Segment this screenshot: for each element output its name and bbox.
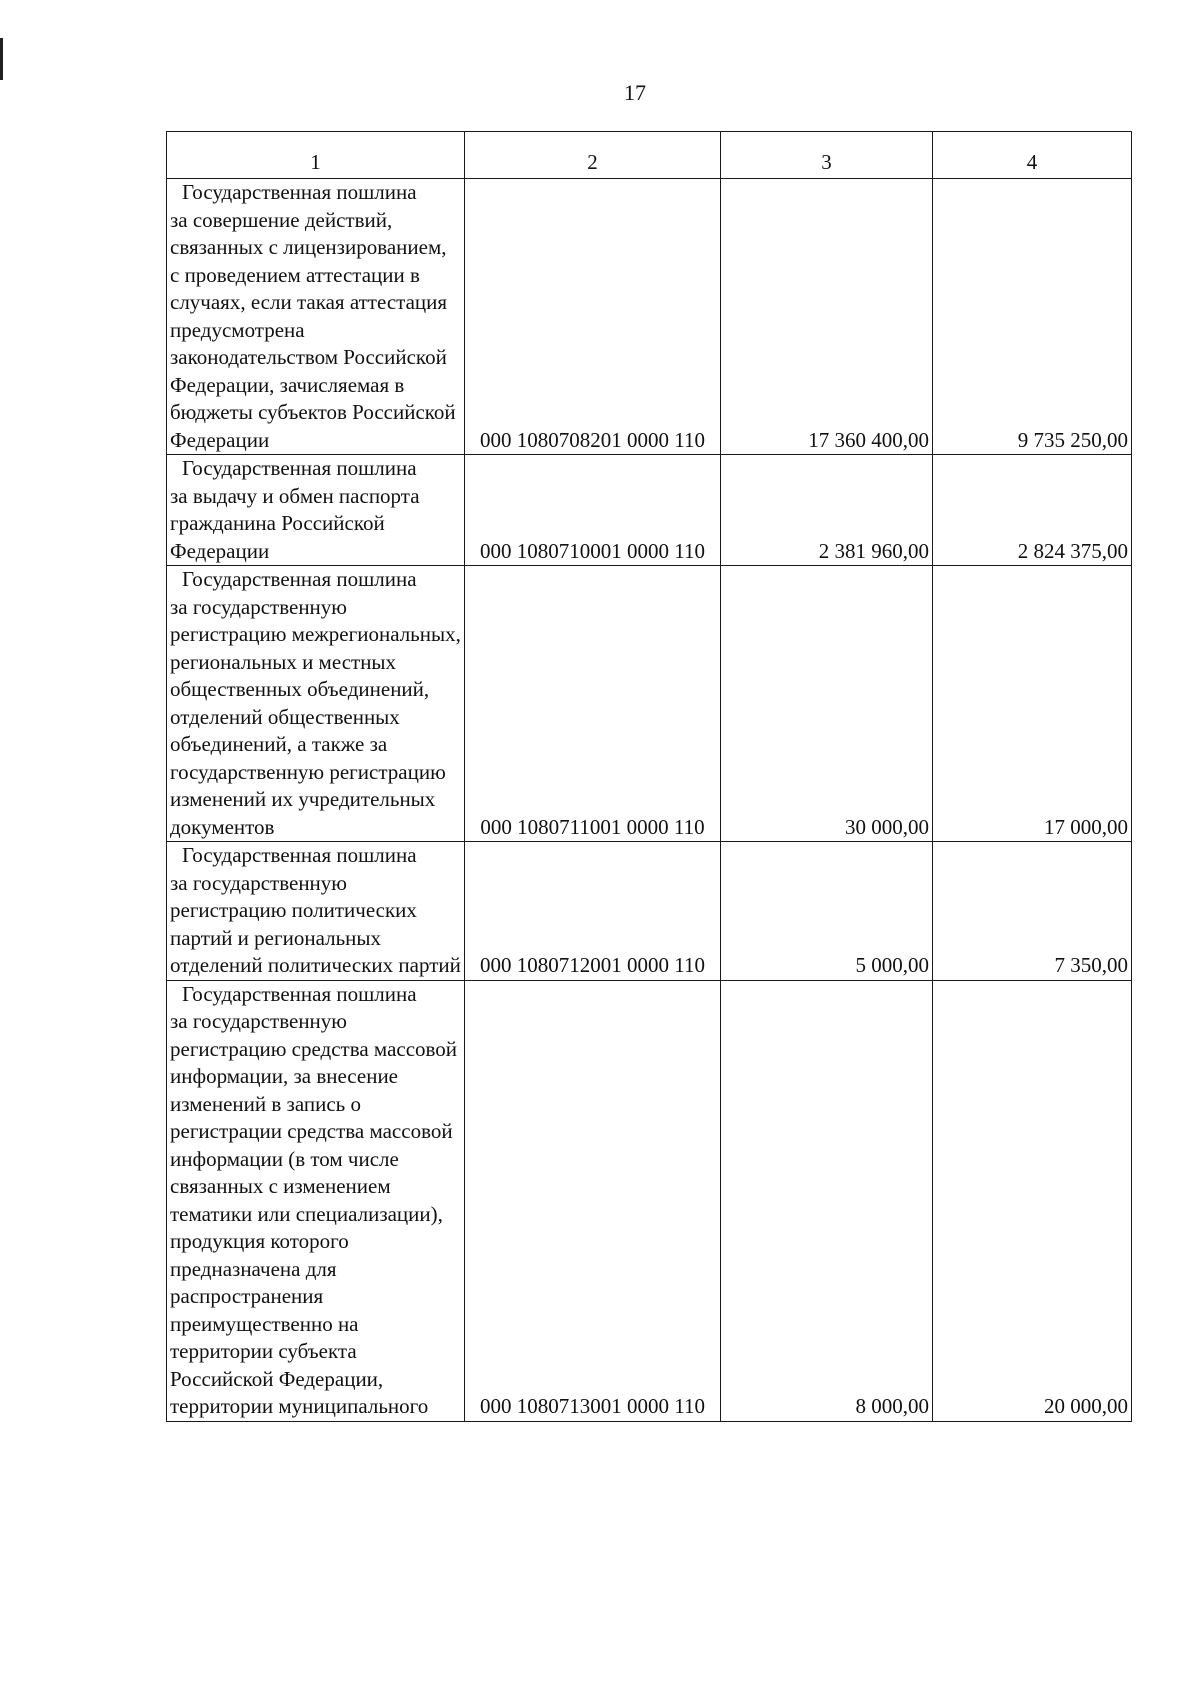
budget-code-cell: 000 1080712001 0000 110 [465,842,721,981]
revenue-name-cell [167,566,465,842]
column-header-1: 1 [167,132,465,179]
table-row [167,566,1132,842]
revenue-name-first-line: Государственная пошлина [182,567,417,591]
value-column-4-cell: 17 000,00 [933,566,1132,842]
revenue-name-rest: за совершение действий, связанных с лицензированием, с проведением аттестации в случаях, если такая аттестация предусмотрена законодательством Российской Федерации, зачисляемая в бюджеты субъектов Российской Федерации [170,207,456,452]
value-column-4-cell: 7 350,00 [933,842,1132,981]
revenue-name-first-line: Государственная пошлина [182,981,417,1006]
table-row [167,842,1132,981]
table-row [167,179,1132,455]
budget-code-cell: 000 1080711001 0000 110 [465,566,721,842]
column-header-2: 2 [465,132,721,179]
table-header-row [167,132,1132,179]
column-header-3: 3 [721,132,933,179]
table-row [167,980,1132,1421]
value-column-4-cell: 9 735 250,00 [933,179,1132,455]
scan-margin-mark [0,38,3,80]
value-column-4-cell: 20 000,00 [933,980,1132,1421]
revenue-name-first-line: Государственная пошлина [182,843,417,867]
revenue-name-rest: за государственную регистрацию средства массовой информации, за внесение изменений в запись о регистрации средства массовой информации (в том числе связанных с изменением тематики или специализации), продукция которого предназначена для распространения преимущественно на территории субъекта Российской Федерации, территории муниципального [170,1009,458,1418]
budget-code-cell: 000 1080713001 0000 110 [465,980,721,1421]
budget-revenue-table [166,131,1132,1422]
value-column-3-cell: 30 000,00 [721,566,933,842]
revenue-name-cell [167,179,465,455]
page-number: 17 [624,80,646,105]
revenue-name-rest: за выдачу и обмен паспорта гражданина Российской Федерации [170,483,420,563]
revenue-name-cell [167,842,465,981]
value-column-3-cell: 8 000,00 [721,980,933,1421]
value-column-3-cell: 5 000,00 [721,842,933,981]
value-column-3-cell: 17 360 400,00 [721,179,933,455]
table-row [167,455,1132,566]
revenue-name-cell [167,980,465,1421]
revenue-name-first-line: Государственная пошлина [182,180,417,204]
budget-code-cell: 000 1080708201 0000 110 [465,179,721,455]
revenue-name-rest: за государственную регистрацию политических партий и региональных отделений политических партий [170,870,461,977]
value-column-4-cell: 2 824 375,00 [933,455,1132,566]
revenue-name-rest: за государственную регистрацию межрегиональных, региональных и местных общественных объединений, отделений общественных объединений, а также за государственную регистрацию изменений их учредительных документов [170,594,461,839]
revenue-name-first-line: Государственная пошлина [182,456,417,480]
value-column-3-cell: 2 381 960,00 [721,455,933,566]
budget-code-cell: 000 1080710001 0000 110 [465,455,721,566]
column-header-4: 4 [933,132,1132,179]
revenue-name-cell [167,455,465,566]
